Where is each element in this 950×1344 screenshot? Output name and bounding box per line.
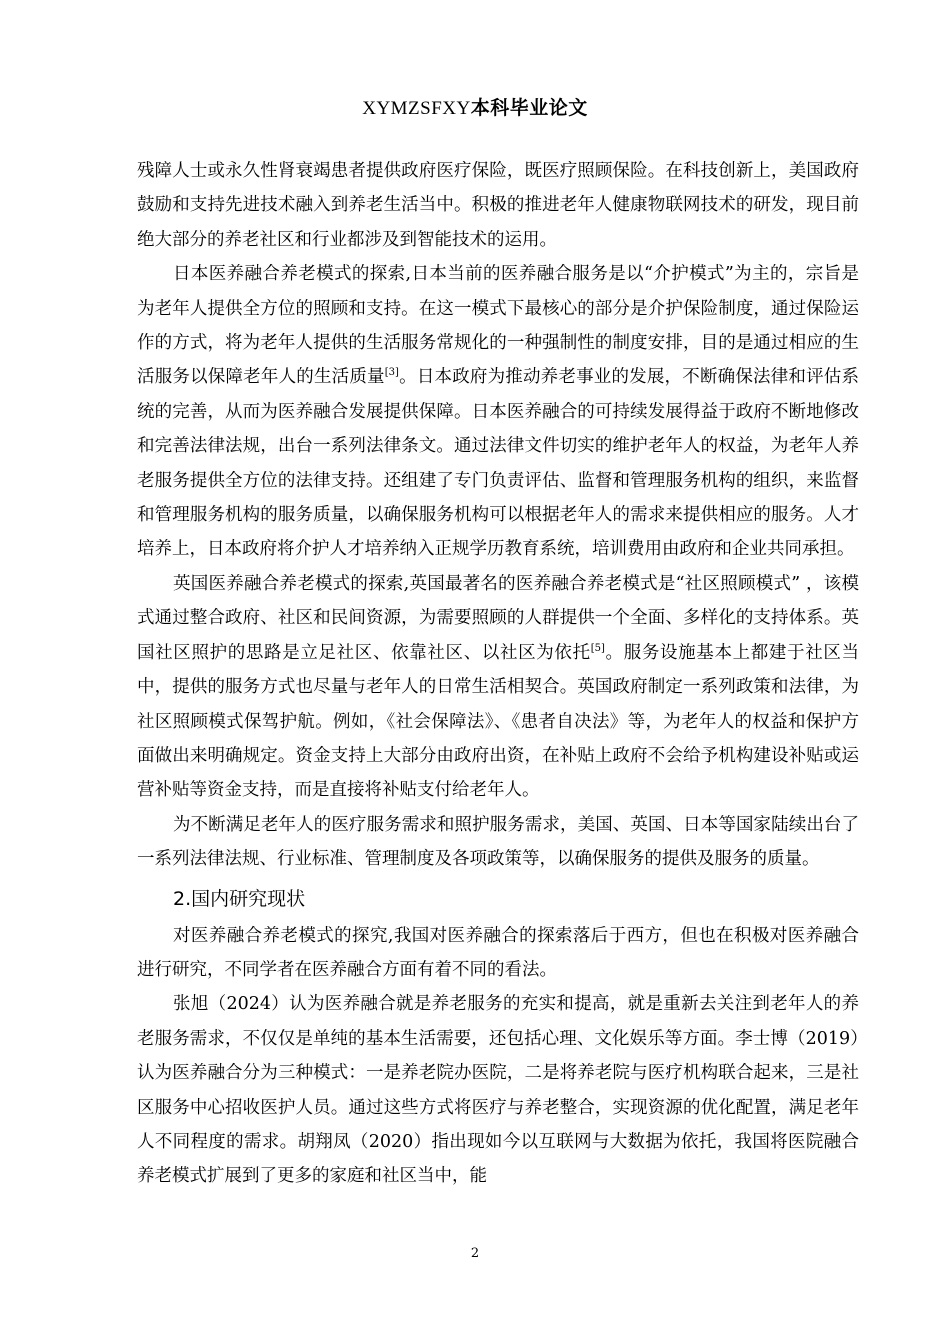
header-brand: XYMZSFXY xyxy=(362,98,471,119)
paragraph-japan-text-a: 日本医养融合养老模式的探索,日本当前的医养融合服务是以“介护模式”为主的，宗旨是为老年人提供全方位的照顾和支持。在这一模式下最核心的部分是介护保险制度，通过保险运作的方式，将为老年人提供的生活服务常规化的一种强制性的制度安排，目的是通过相应的生活服务以保障老年人的生活质量 xyxy=(137,264,859,388)
paragraph-uk-text-b: 。服务设施基本上都建于社区当中，提供的服务方式也尽量与老年人的日常生活相契合。英国政府制定一系列政策和法律，为社区照顾模式保驾护航。例如，《社会保障法》、《患者自决法》等，为老年人的权益和保护方面做出来明确规定。资金支持上大部分由政府出资，在补贴上政府不会给予机构建设补贴或运营补贴等资金支持，而是直接将补贴支付给老年人。 xyxy=(137,642,859,801)
page-header xyxy=(0,94,950,123)
paragraph-summary: 为不断满足老年人的医疗服务需求和照护服务需求，美国、英国、日本等国家陆续出台了一系列法律法规、行业标准、管理制度及各项政策等，以确保服务的提供及服务的质量。 xyxy=(137,814,859,870)
paragraph-scholars: 张旭（2024）认为医养融合就是养老服务的充实和提高，就是重新去关注到老年人的养老服务需求，不仅仅是单纯的基本生活需要，还包括心理、文化娱乐等方面。李士博（2019）认为医养融合分为三种模式：一是养老院办医院，二是将养老院与医疗机构联合起来，三是社区服务中心招收医护人员。通过这些方式将医疗与养老整合，实现资源的优化配置，满足老年人不同程度的需求。胡翔凤（2020）指出现如今以互联网与大数据为依托，我国将医院融合养老模式扩展到了更多的家庭和社区当中，能 xyxy=(137,994,859,1187)
citation-ref-3: [3] xyxy=(384,367,399,379)
paragraph-japan-text-b: 。日本政府为推动养老事业的发展，不断确保法律和评估系统的完善，从而为医养融合发展提供保障。日本医养融合的可持续发展得益于政府不断地修改和完善法律法规，出台一系列法律条文。通过法律文件切实的维护老年人的权益，为老年人养老服务提供全方位的法律支持。还组建了专门负责评估、监督和管理服务机构的组织，来监督和管理服务机构的服务质量，以确保服务机构可以根据老年人的需求来提供相应的服务。人才培养上，日本政府将介护人才培养纳入正规学历教育系统，培训费用由政府和企业共同承担。 xyxy=(137,367,860,560)
page-number: 2 xyxy=(470,1246,480,1261)
paragraph-us-continued: 残障人士或永久性肾衰竭患者提供政府医疗保险，既医疗照顾保险。在科技创新上，美国政府鼓励和支持先进技术融入到养老生活当中。积极的推进老年人健康物联网技术的研发，现目前绝大部分的养老社区和行业都涉及到智能技术的运用。 xyxy=(137,161,859,250)
section-heading-domestic-research: 2.国内研究现状 xyxy=(173,887,306,910)
paragraph-domestic-intro: 对医养融合养老模式的探究,我国对医养融合的探索落后于西方，但也在积极对医养融合进行研究，不同学者在医养融合方面有着不同的看法。 xyxy=(137,925,859,980)
paragraph-uk xyxy=(137,567,859,808)
document-body xyxy=(137,154,859,1194)
citation-ref-5: [5] xyxy=(590,642,605,654)
paragraph-uk-text-a: 英国医养融合养老模式的探索,英国最著名的医养融合养老模式是“社区照顾模式” ，该模式通过整合政府、社区和民间资源，为需要照顾的人群提供一个全面、多样化的支持体系。英国社区照护的思路是立足社区、依靠社区、以社区为依托 xyxy=(137,573,859,663)
paragraph-japan xyxy=(137,257,859,567)
header-title: 本科毕业论文 xyxy=(470,97,588,119)
